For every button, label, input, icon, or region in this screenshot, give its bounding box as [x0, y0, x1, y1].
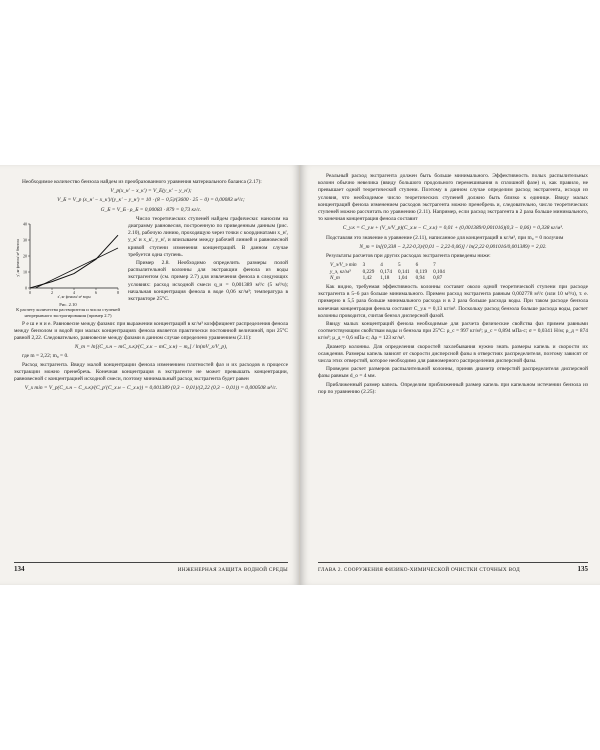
x-tick-label: 0 — [29, 289, 31, 295]
table-cell: N_т — [330, 275, 340, 282]
y-tick-label: 20 — [23, 253, 27, 259]
figure-2-10 — [14, 218, 122, 319]
x-tick-label: 2 — [51, 289, 53, 295]
paragraph: Приближенный размер капель. Определим приближенный размер капель при капельном истечении бензола из пор по уравнению (2.25): — [318, 381, 588, 395]
equilibrium-chart — [14, 218, 122, 300]
paragraph: Реальный расход экстрагента должен быть больше минимального. Эффективность полых распылительных колонн обычно невелика (ввиду большого продольного перемешивания в сплошной фазе) и, как правило, не превышает одной теоретической ступени. Поэтому в данном случае определим расход экстрагента, исходя из условия, что необходимое число теоретических ступеней должно быть близко к единице. Ввиду малых концентраций фенола изменением расходов экстрагента можно пренебречь и, следовательно, число теоретических ступеней можно рассчитать по уравнению (2.11). Например, если расход экстрагента в 2 раза больше минимального, то конечная концентрация фенола составит — [318, 173, 588, 223]
paragraph: Р е ш е н и е. Равновесие между фазами: при выражении концентраций в кг/м³ коэффициент распределения фенола между бензолом и водой при малых концентрациях фенола является практически постоянной величиной, при 25°С равной 2,22. Следовательно, равновесие между фазами в данном случае определено уравнением (2.11): — [14, 320, 288, 341]
table-row — [330, 275, 451, 282]
y-tick-label: 10 — [23, 269, 27, 275]
table-cell: у_э, кг/м³ — [330, 268, 351, 275]
equation: V_х min = V_р(C_х.н − C_х.к)/(C_р'(C_х.н − C_х.к)) = 0,001389 (0,3 − 0,01)/(2,22 (0,3 − 0,01)) = 0,000508 м³/с. — [24, 385, 278, 392]
equation: C_у.к = C_у.н + (V_х/V_р)(C_х.н − C_х.к) = 0,01 + (0,001389/0,001016)(0,3 − 0,06) = 0,338 кг/м³. — [342, 225, 564, 232]
paragraph: где m = 2,22; m₀ = 0. — [22, 353, 69, 360]
y-axis-label: у', кг фенола/ м³ бензола — [16, 239, 20, 277]
equation: V_р(x_н' − x_к') = V_E(y_к' − y_н'); — [110, 188, 192, 195]
right-page — [300, 165, 600, 585]
paragraph: Необходимое количество бензола найдем из преобразованного уравнения материального баланса (2.17): — [22, 179, 262, 185]
right-page-body — [318, 173, 588, 397]
right-footer — [318, 562, 588, 575]
table-row — [330, 269, 451, 276]
x-tick-label: 6 — [95, 289, 97, 295]
table-cell: 3 — [362, 262, 366, 269]
table-cell: 1,04 — [397, 275, 408, 282]
book-spread — [0, 165, 600, 585]
table-cell: 1,18 — [380, 275, 390, 282]
table-cell: 0,87 — [433, 275, 443, 282]
table-cell: 7 — [433, 262, 436, 269]
left-page — [0, 165, 300, 585]
left-footer — [14, 562, 288, 575]
equation: G_Б = V_Б · ρ_Б = 0,00083 · 879 = 0,73 кг/с. — [100, 206, 202, 213]
table-cell: 0,104 — [433, 268, 445, 275]
equation: V_Б = V_р (x_н' − x_к')/(y_к' − y_н') = 10 · (8 − 0,5)/(3600 · 25 − 0) = 0,00083 м³/с; — [57, 197, 245, 204]
table-cell: 0,141 — [397, 268, 410, 275]
figure-caption: Рис. 2.10 К расчету количества растворителя и числа ступеней непрерывного экстрагирования (пример 2.7) — [16, 301, 120, 318]
paragraph: Пример 2.8. Необходимо определить размеры полой распылительной колонны для экстракции фенола из воды экстрагентом (см. пример 2.7) для извлечения фенола в следующих условиях: расход исходной смеси q_и = 0,001389 м³/с (5 м³/ч); начальная концентрация фенола в воде 0,06 кг/м³; температура в экстракторе 25°С. — [128, 260, 288, 303]
table-cell: 0,174 — [380, 268, 392, 275]
y-tick-label: 40 — [23, 221, 27, 227]
running-title: ИНЖЕНЕРНАЯ ЗАЩИТА ВОДНОЙ СРЕДЫ — [177, 567, 288, 573]
paragraph: Результаты расчетов при других расходах экстрагента приведены ниже: — [326, 253, 491, 260]
results-table — [330, 262, 451, 282]
table-cell: V_э/V_э min — [330, 262, 357, 269]
paragraph: Подставляя это значение в уравнение (2.11), написанное для концентраций в кг/м³, при m₀ = 0 получим — [326, 234, 564, 241]
equation: N_т = ln[(0,338 − 2,22·0,3)/(0,01 − 2,22·0,06)] / ln(2,22·0,001016/0,001389) = 2,02. — [359, 243, 547, 250]
paragraph: Ввиду малых концентраций фенола необходимые для расчета физические свойства фаз примем равными соответствующим свойствам воды и бензола при 25°С: ρ_с = 997 кг/м³; μ_с = 0,894 мПа·с; σ = 0,0341 Н/м; ρ_д = 874 кг/м³; μ_д = 0,6 мПа·с; Δρ = 123 кг/м³. — [318, 321, 588, 342]
paragraph: Число теоретических ступеней найдем графически: наносим на диаграмму равновесия, построенную по приведенным данным (рис. 2.10), рабочую линию, проходящую через точки с координатами x_н', y_к' и x_к', y_н', и вписываем между рабочей линией и равновесной кривой ступени изменения концентраций. В данном случае требуется одна ступень. — [128, 215, 288, 258]
paragraph: Как видно, требуемая эффективность колонны составит около одной теоретической ступени при расходе экстрагента в 5–6 раз больше минимального. Примем расход экстрагента равным 0,002778 м³/с (или 10 м³/ч), т. е. примерно в 5,5 раза больше минимального расхода и в 2 раза больше расхода воды. При таком расходе бензола конечная концентрация фенола составит C_у.к = 0,13 кг/м³. Поскольку расход бензола больше расхода воды, расчет колонны проводится, считая бензол дисперсной фазой. — [318, 284, 588, 319]
paragraph: Расход экстрагента. Ввиду малой концентрации фенола изменением плотностей фаз и их расходов в процессе экстракции можно пренебречь. Конечная концентрация в экстрагенте не может превышать концентрации, равновесной с концентрацией исходной смеси, поэтому минимальный расход экстрагента будет равен — [14, 361, 288, 383]
paragraph: Диаметр колонны. Для определения скоростей захлебывания нужно знать размеры капель и скорости их осаждения. Размеры капель зависят от скорости дисперсной фазы в отверстиях распределителя, поэтому зависят от числа этих отверстий, которое необходимо для равномерного распределения дисперсной фазы. — [318, 343, 588, 365]
table-cell: 6 — [415, 262, 419, 269]
equation: N_т = ln[(C_х.н − mC_х.к)/(C_х.к − mC_х.н) − m₀] / ln(mV_х/V_р), — [74, 344, 228, 351]
page-number: 135 — [577, 565, 588, 573]
table-row — [330, 262, 451, 269]
paragraph: Проведем расчет размеров распылительной колонны, приняв диаметр отверстий распределителя дисперсной фазы равным d_о = 4 мм. — [318, 366, 588, 380]
y-tick-label: 0 — [25, 285, 27, 291]
x-axis-label: х', кг фенола/ м³ воды — [57, 294, 91, 299]
running-title: ГЛАВА 2. СООРУЖЕНИЯ ФИЗИКО-ХИМИЧЕСКОЙ ОЧИСТКИ СТОЧНЫХ ВОД — [318, 567, 520, 573]
x-tick-label: 4 — [73, 289, 75, 295]
table-cell: 5 — [397, 262, 401, 269]
table-cell: 4 — [380, 262, 383, 269]
x-tick-label: 8 — [117, 289, 119, 295]
left-page-body — [14, 179, 288, 394]
table-cell: 0,229 — [362, 268, 375, 275]
table-cell: 1,42 — [362, 275, 372, 282]
page-number: 134 — [14, 565, 25, 573]
table-cell: 0,119 — [415, 268, 428, 275]
table-cell: 0,94 — [415, 275, 425, 282]
y-tick-label: 30 — [23, 237, 27, 243]
